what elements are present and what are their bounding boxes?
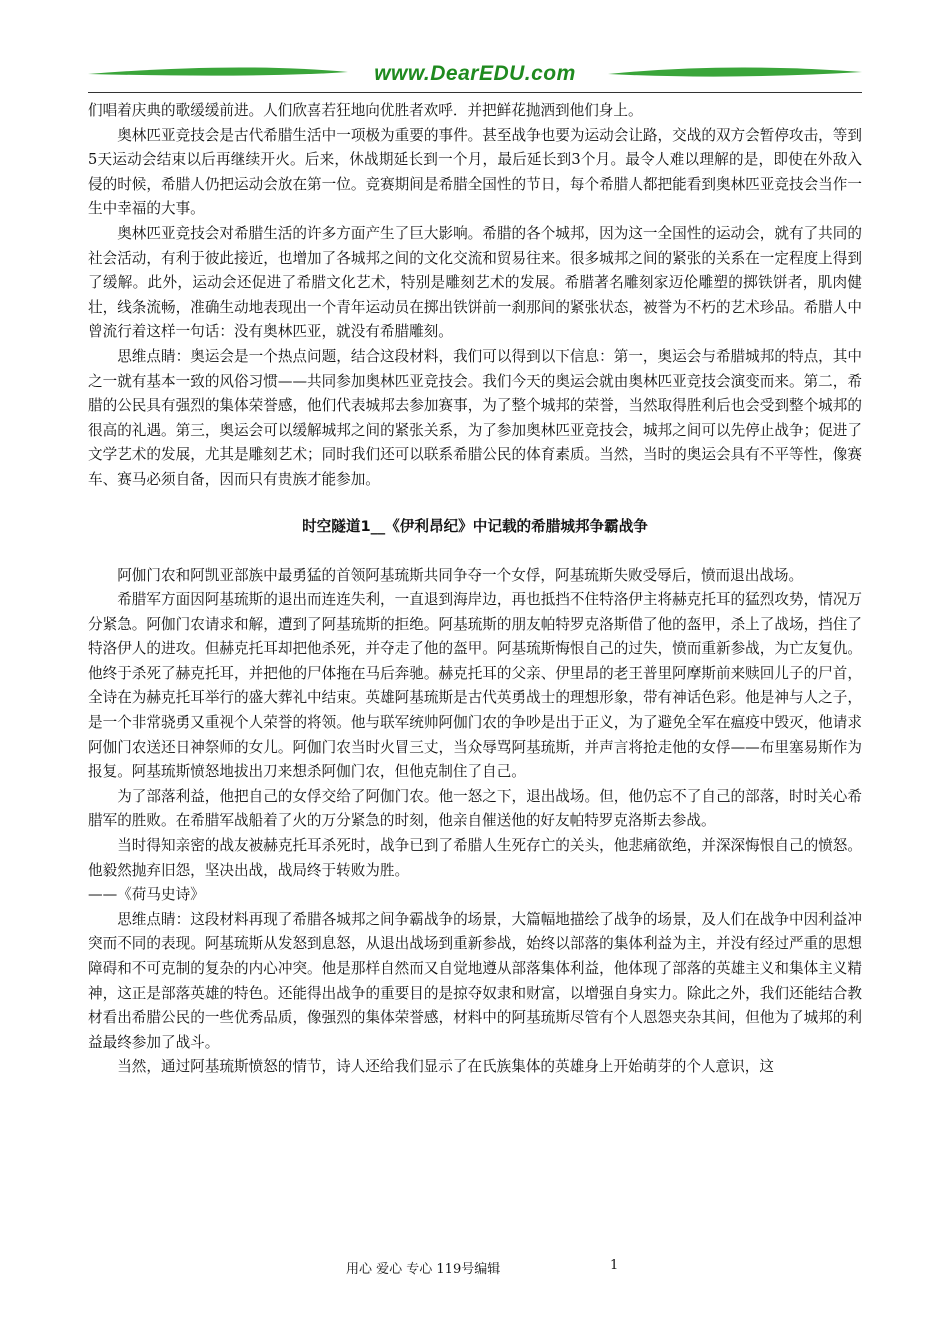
- site-header: [88, 60, 862, 92]
- document-body: [88, 99, 862, 1080]
- paragraph: 希腊军方面因阿基琉斯的退出而连连失利，一直退到海岸边，再也抵挡不住特洛伊主将赫克托耳的猛烈攻势，情况万分紧急。阿伽门农请求和解，遭到了阿基琉斯的拒绝。阿基琉斯的朋友帕特罗克洛斯借了他的盔甲，杀上了战场，挡住了特洛伊人的进攻。但赫克托耳却把他杀死，并夺走了他的盔甲。阿基琉斯悔恨自己的过失，愤而重新参战，为亡友复仇。他终于杀死了赫克托耳，并把他的尸体拖在马后奔驰。赫克托耳的父亲、伊里昂的老王普里阿摩斯前来赎回儿子的尸首，全诗在为赫克托耳举行的盛大葬礼中结束。英雄阿基琉斯是古代英勇战士的理想形象，带有神话色彩。他是神与人之子，是一个非常骁勇又重视个人荣誉的将领。他与联军统帅阿伽门农的争吵是出于正义，为了避免全军在瘟疫中毁灭，他请求阿伽门农送还日神祭师的女儿。阿伽门农当时火冒三丈，当众辱骂阿基琉斯，并声言将抢走他的女俘——布里塞易斯作为报复。阿基琉斯愤怒地拔出刀来想杀阿伽门农，但他克制住了自己。: [88, 591, 862, 781]
- paragraph: 思维点睛：奥运会是一个热点问题，结合这段材料，我们可以得到以下信息：第一，奥运会与希腊城邦的特点，其中之一就有基本一致的风俗习惯——共同参加奥林匹亚竞技会。我们今天的奥运会就由奥林匹亚竞技会演变而来。第二，希腊的公民具有强烈的集体荣誉感，他们代表城邦去参加赛事，为了整个城邦的荣誉，当然取得胜利后也会受到整个城邦的很高的礼遇。第三，奥运会可以缓解城邦之间的紧张关系，为了参加奥林匹亚竞技会，城邦之间可以先停止战争；促进了文学艺术的发展，尤其是雕刻艺术；同时我们还可以联系希腊公民的体育素质。当然，当时的奥运会具有不平等性，像赛车、赛马必须自备，因而只有贵族才能参加。: [88, 347, 862, 488]
- paragraph: 当时得知亲密的战友被赫克托耳杀死时，战争已到了希腊人生死存亡的关头，他悲痛欲绝，并深深悔恨自己的愤怒。他毅然抛弃旧怨，坚决出战，战局终于转败为胜。: [88, 837, 862, 879]
- paragraph: 阿伽门农和阿凯亚部族中最勇猛的首领阿基琉斯共同争夺一个女俘，阿基琉斯失败受辱后，愤而退出战场。: [117, 566, 804, 584]
- page-footer: [88, 1258, 862, 1282]
- footer-label: 用心 爱心 专心 119号编辑: [346, 1262, 501, 1277]
- section-title: 时空隧道1__《伊利昂纪》中记载的希腊城邦争霸战争: [302, 517, 648, 535]
- paragraph: 奥林匹亚竞技会是古代希腊生活中一项极为重要的事件。甚至战争也要为运动会让路，交战的双方会暂停攻击，等到5天运动会结束以后再继续开火。后来，休战期延长到一个月，最后延长到3个月。最令人难以理解的是，即使在外敌入侵的时候，希腊人仍把运动会放在第一位。竞赛期间是希腊全国性的节日，每个希腊人都把能看到奥林匹亚竞技会当作一生中幸福的大事。: [88, 126, 862, 218]
- paragraph: 为了部落利益，他把自己的女俘交给了阿伽门农。他一怒之下，退出战场。但，他仍忘不了自己的部落，时时关心希腊军的胜败。在希腊军战船着了火的万分紧急的时刻，他亲自催送他的好友帕特罗克洛斯去参战。: [88, 787, 862, 830]
- paragraph: 奥林匹亚竞技会对希腊生活的许多方面产生了巨大影响。希腊的各个城邦，因为这一全国性的运动会，就有了共同的社会活动，有利于彼此接近，也增加了各城邦之间的文化交流和贸易往来。很多城邦之间的紧张的关系在一定程度上得到了缓解。此外，运动会还促进了希腊文化艺术，特别是雕刻艺术的发展。希腊著名雕刻家迈伦雕塑的掷铁饼者，肌肉健壮，线条流畅，准确生动地表现出一个青年运动员在掷出铁饼前一刹那间的紧张状态，被誉为不朽的艺术珍品。希腊人中曾流行着这样一句话：没有奥林匹亚，就没有希腊雕刻。: [88, 224, 862, 341]
- source-citation: ——《荷马史诗》: [88, 886, 205, 904]
- paragraph: 当然，通过阿基琉斯愤怒的情节，诗人还给我们显示了在氏族集体的英雄身上开始萌芽的个人意识，这: [117, 1058, 774, 1076]
- page-number: 1: [610, 1258, 619, 1273]
- site-logo-text: www.DearEDU.com: [374, 62, 576, 85]
- paragraph: 思维点睛：这段材料再现了希腊各城邦之间争霸战争的场景，大篇幅地描绘了战争的场景，及人们在战争中因利益冲突而不同的表现。阿基琉斯从发怒到息怒，从退出战场到重新参战，始终以部落的集体利益为主，并没有经过严重的思想障碍和不可克制的复杂的内心冲突。他是那样自然而又自觉地遵从部落集体利益，他体现了部落的英雄主义和集体主义精神，这正是部落英雄的特色。还能得出战争的重要目的是掠夺奴隶和财富，以增强自身实力。除此之外，我们还能结合教材看出希腊公民的一些优秀品质，像强烈的集体荣誉感，材料中的阿基琉斯尽管有个人恩怨夹杂其间，但他为了城邦的利益最终参加了战斗。: [88, 910, 862, 1051]
- paragraph: 们唱着庆典的歌缓缓前进。人们欣喜若狂地向优胜者欢呼．并把鲜花抛洒到他们身上。: [88, 102, 643, 119]
- header-divider: [88, 92, 862, 93]
